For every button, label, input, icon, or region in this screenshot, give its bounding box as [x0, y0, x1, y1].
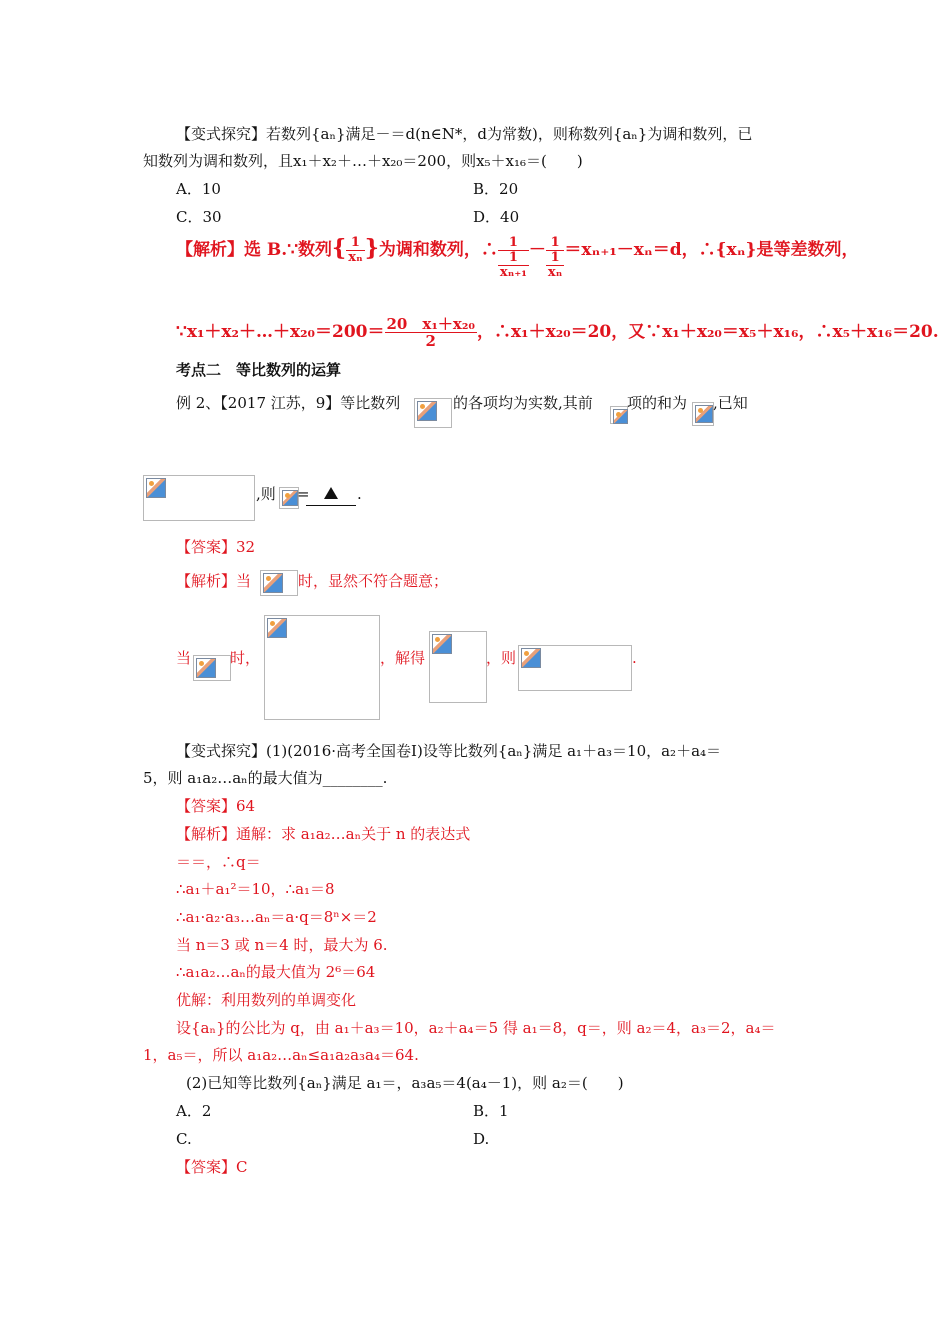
- option-d: D．40: [473, 208, 520, 226]
- analysis-3-line2: ＝＝，∴q＝: [176, 853, 261, 871]
- formula-image: [610, 406, 628, 424]
- analysis-2-text-l2d: ，则: [486, 649, 517, 667]
- example-2-text-d: ,已知: [713, 394, 748, 412]
- analysis-2-text-l2e: .: [632, 649, 637, 667]
- analysis-3-line5: 当 n＝3 或 n＝4 时，最大为 6.: [176, 936, 388, 954]
- broken-image-icon: [282, 490, 298, 506]
- broken-image-icon: [267, 618, 287, 638]
- formula-image: [264, 615, 380, 720]
- broken-image-icon: [695, 405, 713, 423]
- answer-3: 【答案】64: [176, 797, 256, 815]
- triangle-icon: [324, 487, 338, 499]
- analysis-1-line1: 【解析】选 B.∵数列{ $\frac{1}{\text{xₙ}}$ }为调和数列，∴ 1 1 xₙ₊₁ － 1 1 xₙ ＝xₙ₊₁－xₙ＝d，∴{xₙ}是等差数列，: [176, 235, 859, 280]
- question-2-line1: (2)已知等比数列{aₙ}满足 a₁＝，a₃a₅＝4(a₄－1)，则 a₂＝( ): [186, 1074, 624, 1092]
- analysis-3-line7: 优解：利用数列的单调变化: [176, 991, 357, 1009]
- q2-option-b: B．1: [473, 1102, 509, 1120]
- analysis-2-when: 当: [176, 649, 192, 667]
- variant-problem-line1: 【变式探究】若数列{aₙ}满足－＝d(n∈N*，d为常数)，则称数列{aₙ}为调和数列，已: [176, 125, 753, 143]
- analysis-3-line8: 设{aₙ}的公比为 q，由 a₁＋a₃＝10，a₂＋a₄＝5 得 a₁＝8，q＝，则 a₂＝4，a₃＝2，a₄＝: [176, 1019, 776, 1037]
- formula-image: [260, 570, 298, 596]
- formula-image: [414, 398, 452, 428]
- example-2-text-g: .: [357, 485, 362, 503]
- broken-image-icon: [196, 658, 216, 678]
- option-a: A．10: [176, 180, 221, 198]
- analysis-3-line3: ∴a₁＋a₁²＝10，∴a₁＝8: [176, 880, 335, 898]
- analysis-1-conclusion: ，∴x₁＋x₂₀＝20，又∵x₁＋x₂₀＝x₅＋x₁₆，∴x₅＋x₁₆＝20.: [476, 322, 939, 342]
- analysis-2-text-b: 时，显然不符合题意；: [298, 572, 449, 590]
- q2-option-a: A．2: [176, 1102, 212, 1120]
- analysis-2-lead: 【解析】当: [176, 572, 252, 590]
- answer-2: 【答案】32: [176, 538, 256, 556]
- formula-image: [143, 475, 255, 521]
- example-2-lead: 例 2、【2017 江苏，9】等比数列: [176, 394, 401, 412]
- brace-fraction: $\frac{1}{\text{xₙ}}$: [348, 235, 363, 265]
- analysis-3-line6: ∴a₁a₂…aₙ的最大值为 2⁶＝64: [176, 963, 376, 981]
- broken-image-icon: [521, 648, 541, 668]
- formula-image: [193, 655, 231, 681]
- variant-2-line1: 【变式探究】(1)(2016·高考全国卷Ⅰ)设等比数列{aₙ}满足 a₁＋a₃＝10，a₂＋a₄＝: [176, 742, 722, 760]
- analysis-3-line4: ∴a₁·a₂·a₃…aₙ＝a·q＝8ⁿ×＝2: [176, 908, 377, 926]
- example-2-text-f: =: [297, 485, 310, 503]
- analysis-1-sum: ∵x₁＋x₂＋…＋x₂₀＝200＝: [176, 322, 385, 342]
- variant-problem-line2: 知数列为调和数列，且x₁＋x₂＋…＋x₂₀＝200，则x₅＋x₁₆＝( ): [143, 152, 583, 170]
- analysis-3-line1: 【解析】通解：求 a₁a₂…aₙ关于 n 的表达式: [176, 825, 471, 843]
- example-2-text-e: ,则: [256, 485, 276, 503]
- analysis-1-tail: ＝xₙ₊₁－xₙ＝d，∴{xₙ}是等差数列，: [564, 240, 859, 260]
- formula-image: [518, 645, 632, 691]
- example-2-text-c: 项的和为: [627, 394, 688, 412]
- fraction-2: 1 1 xₙ: [547, 235, 563, 280]
- answer-4: 【答案】C: [176, 1158, 248, 1176]
- option-c: C．30: [176, 208, 222, 226]
- variant-2-line2: 5，则 a₁a₂…aₙ的最大值为________.: [143, 769, 388, 787]
- analysis-1-line2: [176, 316, 939, 349]
- section-title: 考点二 等比数列的运算: [176, 361, 342, 379]
- example-2-text-b: 的各项均为实数,其前: [453, 394, 593, 412]
- analysis-2-text-l2c: ，解得: [380, 649, 426, 667]
- broken-image-icon: [417, 401, 437, 421]
- analysis-1-mid: 为调和数列，∴: [378, 240, 498, 260]
- formula-image: [279, 487, 299, 509]
- fraction-1: 1 1 xₙ₊₁: [499, 235, 527, 280]
- option-b: B．20: [473, 180, 519, 198]
- broken-image-icon: [263, 573, 283, 593]
- sum-fraction: $\frac{\text{20 x₁＋x₂₀}}{2}$: [386, 315, 475, 350]
- formula-image: [429, 631, 487, 703]
- broken-image-icon: [613, 409, 628, 424]
- broken-image-icon: [432, 634, 452, 654]
- analysis-2-text-l2b: 时，: [230, 649, 261, 667]
- answer-blank: [306, 483, 356, 506]
- analysis-3-line9: 1，a₅＝，所以 a₁a₂…aₙ≤a₁a₂a₃a₄＝64.: [143, 1046, 419, 1064]
- broken-image-icon: [146, 478, 166, 498]
- minus-sign: －: [528, 240, 546, 260]
- q2-option-c: C.: [176, 1130, 192, 1148]
- q2-option-d: D.: [473, 1130, 490, 1148]
- analysis-1-lead: 【解析】选 B.∵数列: [176, 240, 333, 260]
- formula-image: [692, 402, 714, 426]
